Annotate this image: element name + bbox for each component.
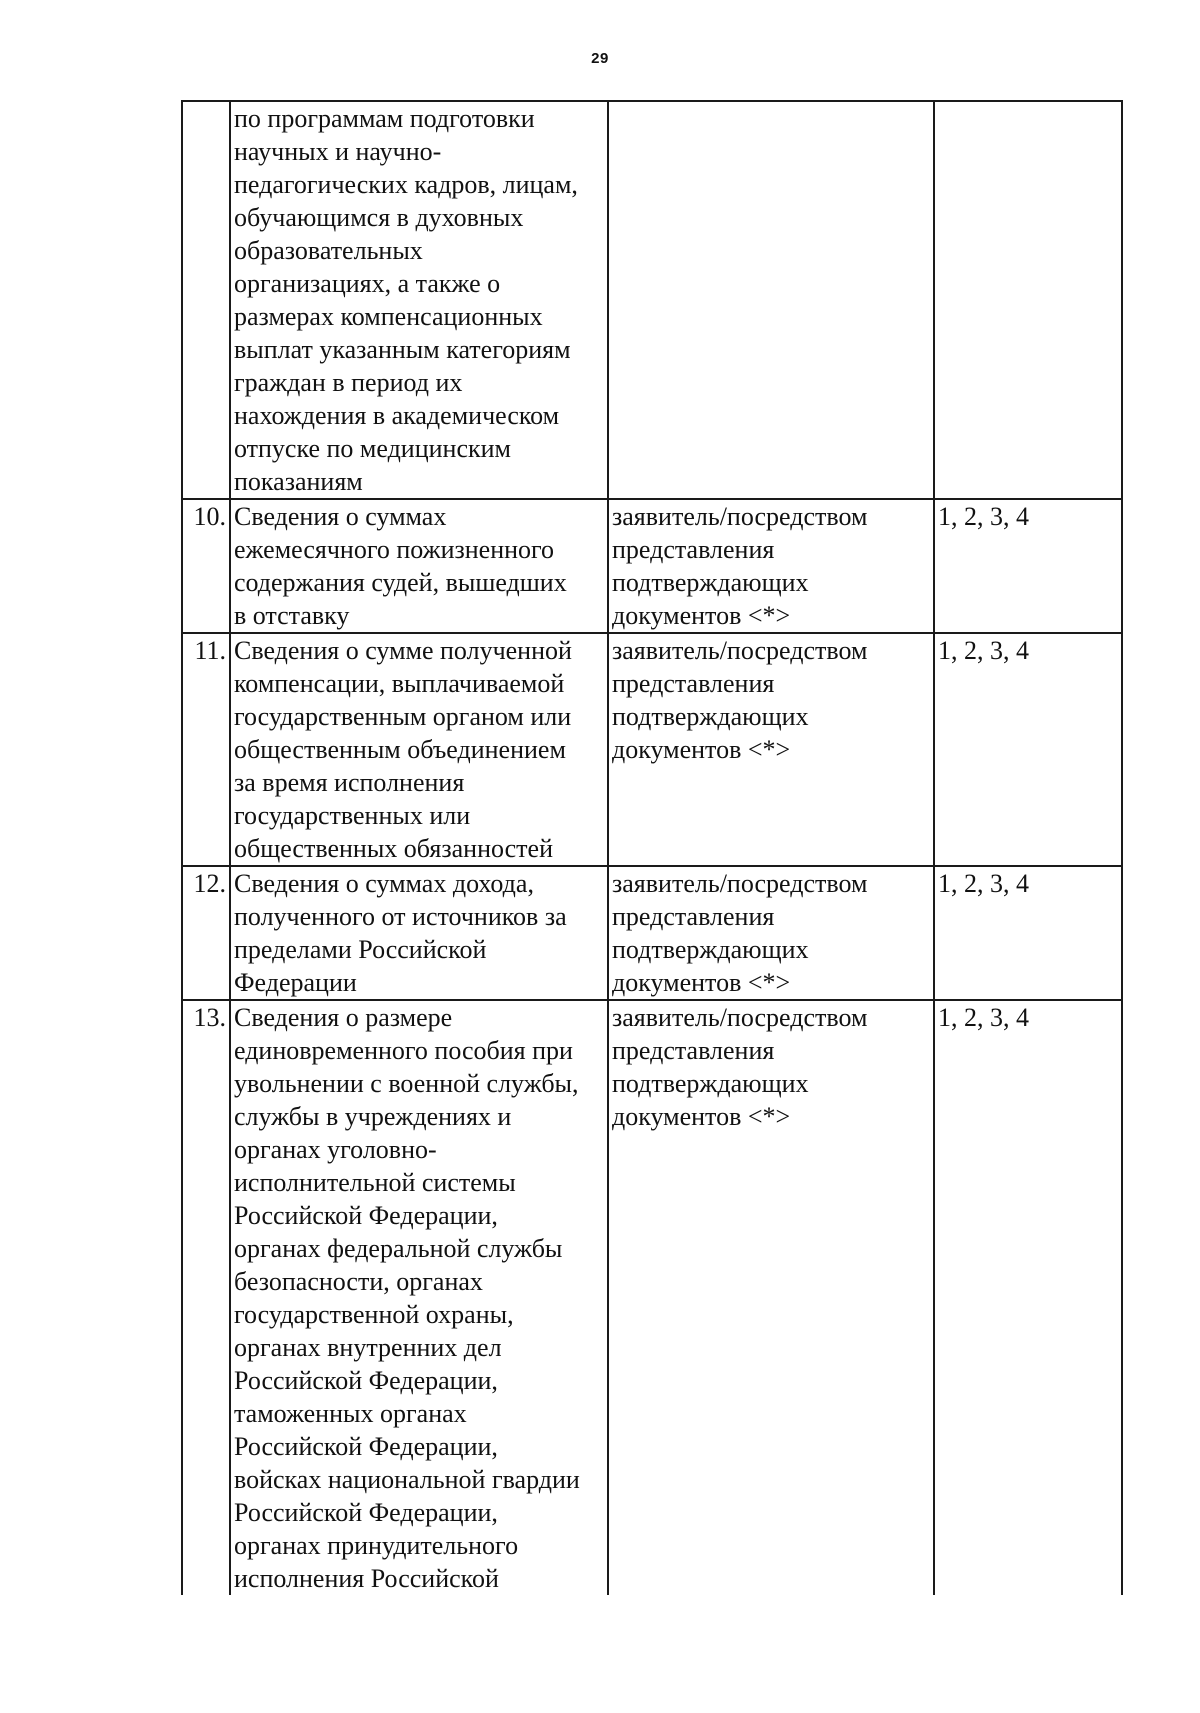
row-number-cell: 11. [182, 633, 230, 866]
source-line: представления [612, 1036, 775, 1065]
description-line: Российской Федерации, [234, 1498, 498, 1527]
source-line: заявитель/посредством [612, 869, 868, 898]
description-line: государственным органом или [234, 702, 572, 731]
description-line: органах внутренних дел [234, 1333, 502, 1362]
description-cell [230, 633, 608, 866]
source-cell [608, 101, 934, 499]
description-line: образовательных [234, 236, 423, 265]
source-cell [608, 499, 934, 633]
description-line: Сведения о размере [234, 1003, 453, 1032]
description-line: исполнения Российской [234, 1564, 499, 1593]
description-line: органах уголовно- [234, 1135, 437, 1164]
source-line: представления [612, 902, 775, 931]
description-line: в отставку [234, 601, 350, 630]
description-cell [230, 499, 608, 633]
description-line: за время исполнения [234, 768, 465, 797]
source-line: документов <*> [612, 1102, 791, 1131]
description-line: таможенных органах [234, 1399, 467, 1428]
description-line: Федерации [234, 968, 357, 997]
source-line: подтверждающих [612, 568, 809, 597]
description-line: службы в учреждениях и [234, 1102, 512, 1131]
description-line: педагогических кадров, лицам, [234, 170, 578, 199]
description-line: органах федеральной службы [234, 1234, 563, 1263]
description-line: войсках национальной гвардии [234, 1465, 580, 1494]
codes-cell: 1, 2, 3, 4 [934, 633, 1122, 866]
source-line: представления [612, 535, 775, 564]
page-number: 29 [591, 50, 609, 67]
description-line: содержания судей, вышедших [234, 568, 567, 597]
codes-cell: 1, 2, 3, 4 [934, 499, 1122, 633]
description-line: научных и научно- [234, 137, 442, 166]
description-line: Российской Федерации, [234, 1201, 498, 1230]
description-line: отпуске по медицинским [234, 434, 511, 463]
description-line: обучающимся в духовных [234, 203, 524, 232]
row-number-cell: 10. [182, 499, 230, 633]
description-line: пределами Российской [234, 935, 487, 964]
source-line: подтверждающих [612, 1069, 809, 1098]
codes-cell [934, 101, 1122, 499]
description-line: выплат указанным категориям [234, 335, 571, 364]
description-line: Сведения о суммах [234, 502, 447, 531]
description-line: граждан в период их [234, 368, 463, 397]
description-line: общественным объединением [234, 735, 566, 764]
source-line: подтверждающих [612, 702, 809, 731]
description-line: государственных или [234, 801, 471, 830]
description-line: ежемесячного пожизненного [234, 535, 555, 564]
description-line: полученного от источников за [234, 902, 567, 931]
description-line: организациях, а также о [234, 269, 501, 298]
codes-cell: 1, 2, 3, 4 [934, 866, 1122, 1000]
table-row [182, 101, 1122, 499]
table-row [182, 1000, 1122, 1595]
description-line: единовременного пособия при [234, 1036, 573, 1065]
table-row [182, 866, 1122, 1000]
description-line: Российской Федерации, [234, 1366, 498, 1395]
document-table [181, 100, 1123, 1595]
description-line: нахождения в академическом [234, 401, 560, 430]
source-line: документов <*> [612, 601, 791, 630]
description-line: увольнении с военной службы, [234, 1069, 579, 1098]
source-line: заявитель/посредством [612, 1003, 868, 1032]
description-cell [230, 866, 608, 1000]
description-line: общественных обязанностей [234, 834, 553, 863]
source-line: документов <*> [612, 735, 791, 764]
source-cell [608, 1000, 934, 1595]
row-number-cell [182, 101, 230, 499]
row-number-cell: 13. [182, 1000, 230, 1595]
source-line: подтверждающих [612, 935, 809, 964]
row-number-cell: 12. [182, 866, 230, 1000]
description-line: Сведения о сумме полученной [234, 636, 572, 665]
description-line: безопасности, органах [234, 1267, 483, 1296]
description-line: размерах компенсационных [234, 302, 543, 331]
description-line: по программам подготовки [234, 104, 535, 133]
description-line: государственной охраны, [234, 1300, 514, 1329]
source-line: заявитель/посредством [612, 502, 868, 531]
table-row [182, 633, 1122, 866]
source-line: документов <*> [612, 968, 791, 997]
source-cell [608, 633, 934, 866]
source-line: заявитель/посредством [612, 636, 868, 665]
description-line: Российской Федерации, [234, 1432, 498, 1461]
source-line: представления [612, 669, 775, 698]
description-line: органах принудительного [234, 1531, 519, 1560]
table-row [182, 499, 1122, 633]
description-cell [230, 101, 608, 499]
description-line: компенсации, выплачиваемой [234, 669, 565, 698]
description-line: исполнительной системы [234, 1168, 516, 1197]
source-cell [608, 866, 934, 1000]
codes-cell: 1, 2, 3, 4 [934, 1000, 1122, 1595]
description-line: показаниям [234, 467, 363, 496]
description-cell [230, 1000, 608, 1595]
description-line: Сведения о суммах дохода, [234, 869, 534, 898]
